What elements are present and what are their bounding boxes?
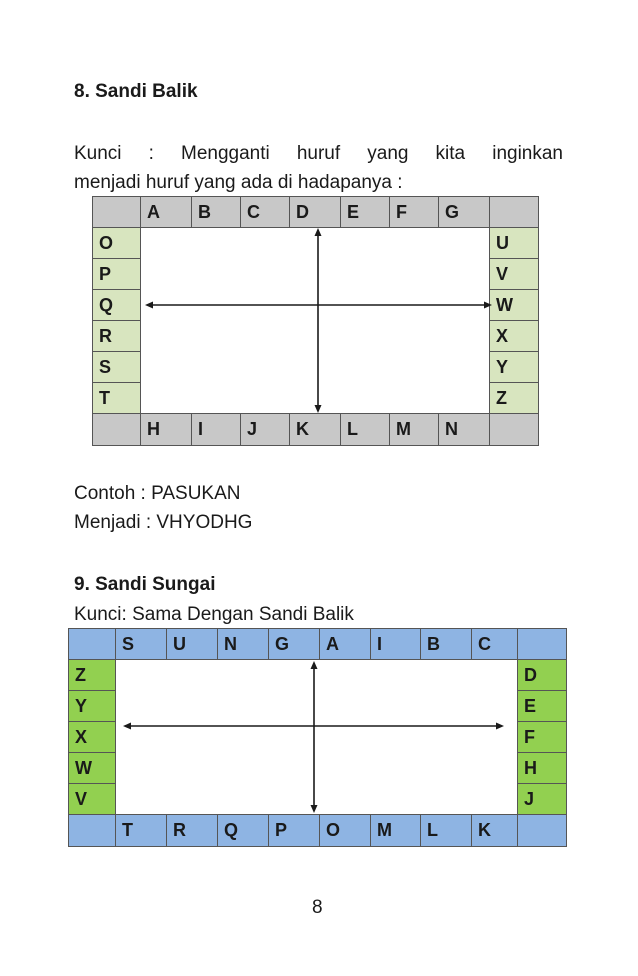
right-letter-cell: Y: [490, 352, 539, 383]
right-letter-cell: E: [518, 691, 567, 722]
top-letter-cell: A: [141, 196, 192, 228]
bottom-letter-cell: H: [141, 414, 192, 446]
right-letter-cell: Z: [490, 383, 539, 414]
top-letter-cell: S: [116, 628, 167, 660]
bottom-letter-cell: Q: [218, 815, 269, 847]
arrow-head-down: [311, 805, 318, 813]
right-letter-cell: U: [490, 228, 539, 259]
section-8-key-line-1: Kunci : Mengganti huruf yang kita inginkan: [74, 143, 563, 164]
top-letter-cell: C: [241, 196, 290, 228]
section-8-key-line-2: menjadi huruf yang ada di hadapanya :: [74, 172, 403, 193]
bottom-letter-cell: P: [269, 815, 320, 847]
bottom-letter-cell: O: [320, 815, 371, 847]
right-letter-cell: D: [518, 660, 567, 691]
left-letter-cell: P: [92, 259, 141, 290]
left-letter-cell: Y: [68, 691, 116, 722]
bottom-letter-cell: L: [341, 414, 390, 446]
top-letter-cell: N: [218, 628, 269, 660]
section-9-key-line: Kunci: Sama Dengan Sandi Balik: [74, 604, 354, 625]
example-line: Contoh : PASUKAN: [74, 483, 241, 504]
result-line: Menjadi : VHYODHG: [74, 512, 253, 533]
bottom-letter-cell: R: [167, 815, 218, 847]
left-letter-cell: T: [92, 383, 141, 414]
section-8-heading: 8. Sandi Balik: [74, 81, 198, 102]
right-letter-cell: X: [490, 321, 539, 352]
top-letter-cell: B: [421, 628, 472, 660]
left-letter-cell: Q: [92, 290, 141, 321]
bottom-letter-cell: J: [241, 414, 290, 446]
top-letter-cell: B: [192, 196, 241, 228]
page-number: 8: [312, 897, 323, 918]
top-letter-cell: C: [472, 628, 518, 660]
top-letter-cell: A: [320, 628, 371, 660]
top-letter-cell: G: [439, 196, 490, 228]
right-letter-cell: W: [490, 290, 539, 321]
left-letter-cell: R: [92, 321, 141, 352]
bottom-letter-cell: M: [390, 414, 439, 446]
top-letter-cell: D: [290, 196, 341, 228]
right-letter-cell: F: [518, 722, 567, 753]
bottom-letter-cell: N: [439, 414, 490, 446]
right-letter-cell: J: [518, 784, 567, 815]
bottom-letter-cell: K: [472, 815, 518, 847]
bottom-letter-cell: I: [192, 414, 241, 446]
top-letter-cell: I: [371, 628, 421, 660]
top-letter-cell: G: [269, 628, 320, 660]
arrow-head-up: [311, 661, 318, 669]
left-letter-cell: V: [68, 784, 116, 815]
bottom-letter-cell: T: [116, 815, 167, 847]
bottom-letter-cell: L: [421, 815, 472, 847]
top-letter-cell: F: [390, 196, 439, 228]
left-letter-cell: O: [92, 228, 141, 259]
left-letter-cell: W: [68, 753, 116, 784]
arrow-head-left: [123, 723, 131, 730]
right-letter-cell: V: [490, 259, 539, 290]
top-letter-cell: U: [167, 628, 218, 660]
section-9-heading: 9. Sandi Sungai: [74, 574, 216, 595]
bottom-letter-cell: M: [371, 815, 421, 847]
bottom-letter-cell: K: [290, 414, 341, 446]
arrow-head-right: [496, 723, 504, 730]
left-letter-cell: Z: [68, 660, 116, 691]
left-letter-cell: X: [68, 722, 116, 753]
top-letter-cell: E: [341, 196, 390, 228]
left-letter-cell: S: [92, 352, 141, 383]
right-letter-cell: H: [518, 753, 567, 784]
